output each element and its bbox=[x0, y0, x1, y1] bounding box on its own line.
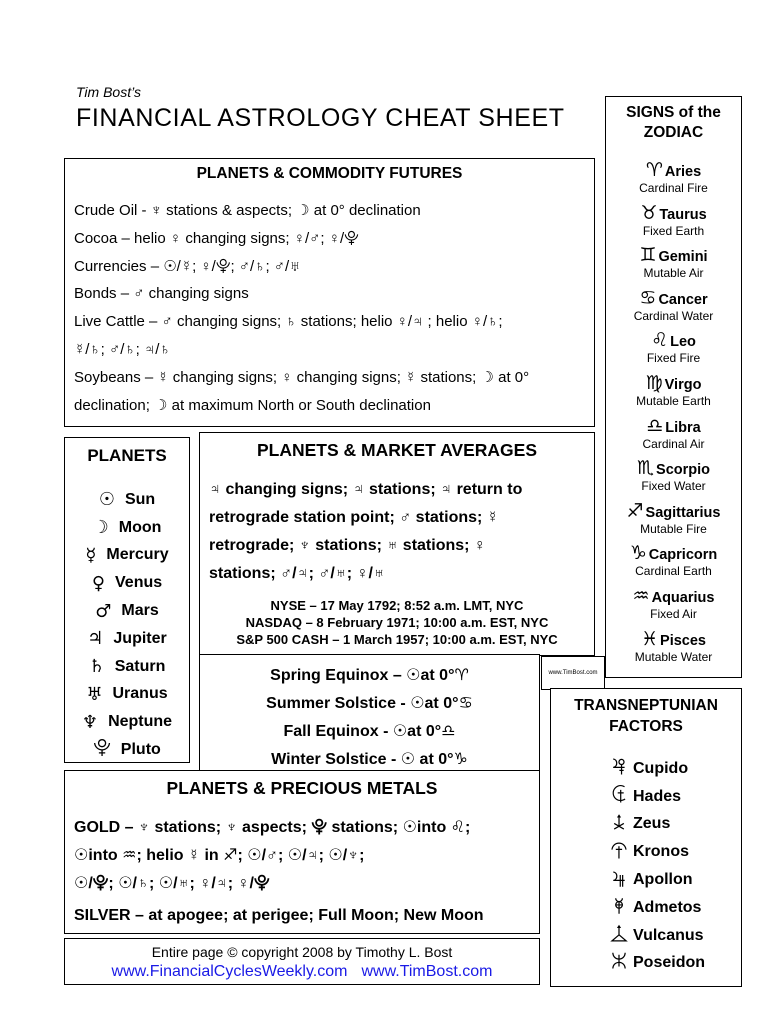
venus-icon: ♀ bbox=[91, 572, 106, 594]
zodiac-signs-box bbox=[605, 96, 742, 678]
sign-name: Scorpio bbox=[656, 462, 711, 479]
commodity-futures-heading: PLANETS & COMMODITY FUTURES bbox=[196, 165, 463, 182]
pluto-icon: ⯓ bbox=[93, 737, 111, 759]
sign-quality: Mutable Water bbox=[634, 649, 713, 664]
planet-name: Moon bbox=[118, 518, 162, 536]
mercury-icon: ☿ bbox=[85, 544, 97, 566]
tnp-name: Cupido bbox=[633, 759, 689, 777]
zodiac-item-sagittarius bbox=[606, 500, 741, 543]
planet-item-jupiter bbox=[65, 625, 189, 653]
tnp-name: Admetos bbox=[633, 898, 702, 916]
planet-item-moon bbox=[65, 514, 189, 542]
transneptunian-heading bbox=[551, 695, 741, 737]
planet-item-venus bbox=[65, 569, 189, 597]
commodity-line: declination; ☽ at maximum North or South declination bbox=[74, 396, 431, 414]
commodity-line: ☿/♄; ♂/♄; ♃/♄ bbox=[74, 340, 171, 358]
planet-name: Jupiter bbox=[113, 629, 167, 647]
planet-name: Uranus bbox=[112, 685, 168, 703]
vulcanus-icon: ⯦ bbox=[609, 924, 629, 945]
saturn-icon: ♄ bbox=[88, 656, 105, 678]
sign-quality: Mutable Earth bbox=[636, 393, 711, 408]
aries-icon: ♈ bbox=[645, 159, 663, 181]
uranus-icon: ♅ bbox=[86, 683, 103, 705]
equinox-list bbox=[200, 661, 539, 773]
zodiac-heading bbox=[606, 103, 741, 143]
sign-quality: Fixed Water bbox=[641, 479, 706, 494]
page-title: FINANCIAL ASTROLOGY CHEAT SHEET bbox=[76, 104, 565, 132]
zodiac-heading-line2: ZODIAC bbox=[643, 124, 704, 141]
silver-text: SILVER – at apogee; at perigee; Full Moon; New Moon bbox=[74, 907, 484, 924]
nyse-date: NYSE – 17 May 1792; 8:52 a.m. LMT, NYC bbox=[270, 598, 524, 613]
zodiac-item-pisces bbox=[606, 628, 741, 671]
winter-solstice: Winter Solstice - ☉ at 0°♑ bbox=[271, 751, 468, 768]
tnp-name: Kronos bbox=[633, 843, 689, 861]
metals-line: GOLD – ♆ stations; ♆ aspects; ⯓ stations; ☉into ♌; bbox=[74, 819, 471, 836]
leo-icon: ♌ bbox=[651, 329, 669, 352]
cancer-icon: ♋ bbox=[639, 286, 657, 309]
commodity-line: Live Cattle – ♂ changing signs; ♄ stations; helio ♀/♃ ; helio ♀/♄; bbox=[74, 313, 503, 331]
metals-line: ☉into ♒; helio ☿ in ♐; ☉/♂; ☉/♃; ☉/♆; bbox=[74, 847, 365, 864]
sign-name: Capricorn bbox=[648, 547, 718, 564]
commodity-futures-text bbox=[74, 197, 584, 419]
moon-icon: ☽ bbox=[92, 517, 109, 539]
zodiac-item-taurus bbox=[606, 202, 741, 245]
sign-name: Aquarius bbox=[651, 589, 715, 606]
planet-item-mars bbox=[65, 597, 189, 625]
tnp-item-hades bbox=[551, 783, 741, 811]
zodiac-item-aries bbox=[606, 159, 741, 202]
sign-name: Leo bbox=[670, 334, 696, 351]
market-line: retrograde; ♆ stations; ♅ stations; ♀ bbox=[209, 537, 486, 554]
capricorn-icon: ♑ bbox=[629, 542, 647, 565]
sagittarius-icon: ♐ bbox=[626, 499, 644, 522]
financial-cycles-link[interactable]: www.FinancialCyclesWeekly.com bbox=[111, 963, 348, 980]
spring-equinox: Spring Equinox – ☉at 0°♈ bbox=[270, 667, 469, 684]
zodiac-item-leo bbox=[606, 329, 741, 372]
zodiac-item-aquarius bbox=[606, 585, 741, 628]
planets-box bbox=[64, 437, 190, 763]
cupido-icon: ⯠ bbox=[612, 757, 626, 778]
tnp-item-cupido bbox=[551, 755, 741, 783]
zodiac-item-capricorn bbox=[606, 542, 741, 585]
planets-list bbox=[65, 486, 189, 764]
planet-item-saturn bbox=[65, 653, 189, 681]
precious-metals-heading: PLANETS & PRECIOUS METALS bbox=[166, 778, 438, 798]
planet-item-uranus bbox=[65, 681, 189, 709]
tnp-name: Vulcanus bbox=[633, 926, 704, 944]
sign-quality: Fixed Fire bbox=[646, 351, 701, 366]
planet-item-pluto bbox=[65, 736, 189, 764]
nasdaq-date: NASDAQ – 8 February 1971; 10:00 a.m. EST, NYC bbox=[245, 615, 549, 630]
mars-icon: ♂ bbox=[95, 600, 112, 622]
planet-name: Saturn bbox=[114, 657, 166, 675]
commodity-line: Bonds – ♂ changing signs bbox=[74, 285, 249, 303]
zodiac-item-gemini bbox=[606, 244, 741, 287]
commodity-line: Cocoa – helio ♀ changing signs; ♀/♂; ♀/⯓ bbox=[74, 229, 359, 247]
kronos-icon: ⯣ bbox=[610, 840, 628, 861]
timbost-link[interactable]: www.TimBost.com bbox=[361, 963, 493, 980]
commodity-line: Crude Oil - ♆ stations & aspects; ☽ at 0° declination bbox=[74, 202, 421, 219]
commodity-line: Soybeans – ☿ changing signs; ♀ changing signs; ☿ stations; ☽ at 0° bbox=[74, 368, 530, 386]
author-line: Tim Bost’s bbox=[76, 84, 141, 100]
sign-name: Virgo bbox=[664, 376, 702, 393]
planet-name: Venus bbox=[115, 574, 163, 592]
zeus-icon: ⯢ bbox=[612, 813, 626, 833]
tnp-name: Hades bbox=[633, 787, 682, 805]
libra-icon: ♎ bbox=[646, 414, 664, 437]
zodiac-heading-line1: SIGNS of the bbox=[626, 104, 721, 121]
planet-name: Mercury bbox=[106, 546, 169, 564]
website-links bbox=[65, 963, 539, 981]
metals-line: ☉/⯓; ☉/♄; ☉/♅; ♀/♃; ♀/⯓ bbox=[74, 875, 270, 892]
sign-quality: Cardinal Earth bbox=[635, 564, 712, 579]
tnp-item-vulcanus bbox=[551, 922, 741, 950]
sign-quality: Cardinal Fire bbox=[639, 181, 708, 195]
sign-name: Libra bbox=[665, 419, 701, 436]
sign-quality: Fixed Air bbox=[650, 606, 697, 621]
sign-name: Cancer bbox=[658, 291, 708, 308]
market-line: retrograde station point; ♂ stations; ☿ bbox=[209, 509, 499, 526]
planet-name: Sun bbox=[124, 490, 156, 508]
market-inception-dates bbox=[200, 597, 594, 648]
gold-text bbox=[74, 814, 531, 898]
market-averages-text bbox=[209, 476, 586, 588]
planet-item-sun bbox=[65, 486, 189, 514]
market-line: stations; ♂/♃; ♂/♅; ♀/♅ bbox=[209, 565, 385, 582]
precious-metals-box bbox=[64, 770, 540, 934]
copyright-text: Entire page © copyright 2008 by Timothy L. Bost bbox=[151, 944, 453, 960]
transneptunian-box bbox=[550, 688, 742, 987]
tnp-name: Apollon bbox=[633, 871, 693, 889]
zodiac-item-cancer bbox=[606, 287, 741, 330]
zodiac-item-scorpio bbox=[606, 457, 741, 500]
small-website-link[interactable]: www.TimBost.com bbox=[541, 656, 605, 690]
transneptunian-heading-line2: FACTORS bbox=[609, 718, 683, 735]
taurus-icon: ♉ bbox=[640, 201, 658, 224]
zodiac-list bbox=[606, 159, 741, 670]
planet-item-neptune bbox=[65, 708, 189, 736]
scorpio-icon: ♏ bbox=[636, 457, 655, 480]
tnp-item-zeus bbox=[551, 811, 741, 839]
fall-equinox: Fall Equinox - ☉at 0°♎ bbox=[283, 723, 456, 740]
planet-item-mercury bbox=[65, 542, 189, 570]
sign-quality: Mutable Fire bbox=[640, 521, 707, 536]
tnp-name: Poseidon bbox=[633, 954, 706, 972]
gemini-icon: ♊ bbox=[639, 244, 657, 267]
sign-name: Gemini bbox=[658, 249, 708, 266]
sign-name: Aries bbox=[664, 164, 702, 180]
tnp-item-admetos bbox=[551, 894, 741, 922]
tnp-item-kronos bbox=[551, 838, 741, 866]
commodity-futures-box bbox=[64, 158, 595, 427]
summer-solstice: Summer Solstice - ☉at 0°♋ bbox=[266, 695, 473, 712]
sun-icon: ☉ bbox=[98, 489, 115, 511]
pisces-icon: ♓ bbox=[640, 627, 659, 650]
sign-quality: Fixed Earth bbox=[642, 223, 705, 238]
jupiter-icon: ♃ bbox=[87, 628, 104, 650]
market-averages-heading: PLANETS & MARKET AVERAGES bbox=[256, 440, 538, 460]
equinox-solstice-box bbox=[199, 654, 540, 771]
transneptunian-list bbox=[551, 755, 741, 977]
zodiac-item-libra bbox=[606, 415, 741, 458]
tnp-item-apollon bbox=[551, 866, 741, 894]
sign-name: Pisces bbox=[660, 632, 706, 649]
virgo-icon: ♍ bbox=[645, 371, 663, 394]
neptune-icon: ♆ bbox=[81, 711, 99, 733]
market-averages-box bbox=[199, 432, 595, 656]
market-line: ♃ changing signs; ♃ stations; ♃ return to bbox=[209, 481, 523, 498]
hades-icon: ⯡ bbox=[611, 785, 627, 806]
tnp-item-poseidon bbox=[551, 950, 741, 978]
copyright-box bbox=[64, 938, 540, 985]
transneptunian-heading-line1: TRANSNEPTUNIAN bbox=[574, 697, 718, 714]
apollon-icon: ⯤ bbox=[612, 868, 626, 889]
admetos-icon: ⯥ bbox=[614, 896, 624, 917]
poseidon-icon: ⯧ bbox=[611, 951, 627, 972]
zodiac-item-virgo bbox=[606, 372, 741, 415]
sign-quality: Mutable Air bbox=[643, 266, 704, 281]
planet-name: Pluto bbox=[120, 741, 161, 759]
planet-name: Mars bbox=[121, 602, 159, 620]
planets-heading: PLANETS bbox=[87, 446, 167, 465]
aquarius-icon: ♒ bbox=[632, 584, 650, 607]
sign-quality: Cardinal Water bbox=[633, 308, 714, 323]
planet-name: Neptune bbox=[108, 713, 173, 731]
sp500-date: S&P 500 CASH – 1 March 1957; 10:00 a.m. EST, NYC bbox=[236, 632, 558, 647]
sign-name: Sagittarius bbox=[645, 504, 721, 521]
commodity-line: Currencies – ☉/☿; ♀/⯓; ♂/♄; ♂/♅ bbox=[74, 257, 301, 275]
tnp-name: Zeus bbox=[633, 815, 671, 833]
sign-name: Taurus bbox=[659, 206, 707, 223]
sign-quality: Cardinal Air bbox=[642, 436, 705, 451]
